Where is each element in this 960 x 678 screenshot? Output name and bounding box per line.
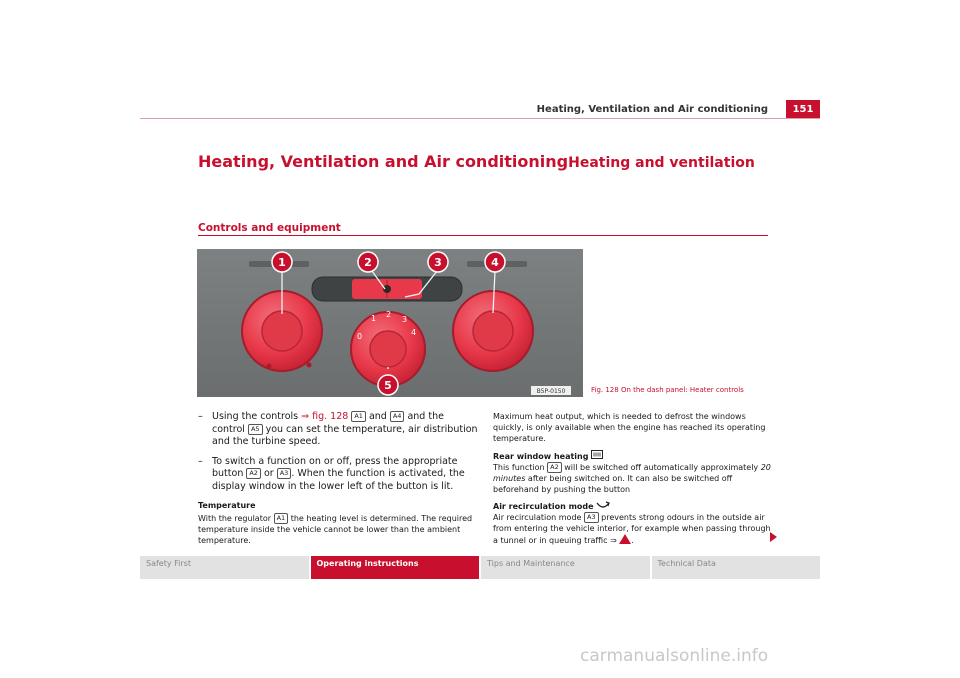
chapter-heading [198, 152, 755, 171]
right-column [493, 411, 773, 546]
control-badge: A1 [274, 513, 289, 524]
subsection-title: Controls and equipment [198, 222, 341, 234]
control-badge: A5 [248, 424, 263, 435]
callout-2-label: 2 [364, 256, 372, 269]
control-badge: A2 [246, 468, 261, 479]
subsection-rule [198, 235, 768, 236]
text: Using the controls [212, 411, 302, 422]
tab-operating-instructions[interactable]: Operating instructions [311, 556, 482, 579]
chapter-title: Heating, Ventilation and Air conditioning [198, 152, 569, 171]
temperature-heading: Temperature [198, 501, 256, 510]
section-title: Heating and ventilation [568, 155, 755, 171]
callout-4-label: 4 [491, 256, 499, 269]
dial-number-4: 4 [411, 328, 417, 337]
footer-nav [140, 556, 820, 579]
callout-5 [378, 375, 398, 395]
warning-icon[interactable] [619, 534, 631, 544]
recirculation-heading [493, 501, 773, 512]
tab-tips-and-maintenance[interactable]: Tips and Maintenance [481, 556, 652, 579]
text: you can set the temperature, air distribution and the turbine speed. [212, 423, 478, 447]
air-recirculation-icon [596, 501, 610, 509]
continue-arrow-icon [770, 532, 777, 542]
control-badge: A2 [547, 462, 562, 473]
instruction-1 [198, 411, 478, 449]
emphasis: 20 minutes [493, 463, 771, 483]
heat-output-text: Maximum heat output, which is needed to defrost the windows quickly, is only available when the engine has reached its operating temperature. [493, 412, 766, 443]
control-badge: A3 [277, 468, 292, 479]
running-title: Heating, Ventilation and Air conditioning [536, 104, 768, 115]
instruction-2 [198, 456, 478, 494]
text: the heating level is determined. The required temperature inside the vehicle cannot be lower than the ambient temperature. [198, 513, 473, 545]
dial-number-0: 0 [357, 332, 363, 341]
tab-safety-first[interactable]: Safety First [140, 556, 311, 579]
callout-2 [358, 252, 378, 272]
text: With the regulator [198, 513, 274, 523]
heater-controls-illustration [197, 249, 583, 397]
bullet-dash: – [198, 455, 203, 467]
control-badge: A1 [351, 411, 366, 422]
callout-3-label: 3 [434, 256, 442, 269]
header-rule [140, 118, 820, 119]
temperature-text [198, 513, 478, 546]
rear-window-heating-icon [591, 450, 603, 459]
heater-controls-figure [197, 249, 583, 397]
text: To switch a function on or off, press the appropriate button [212, 455, 458, 479]
page-number: 151 [786, 100, 820, 119]
callout-1 [272, 252, 292, 272]
tab-technical-data[interactable]: Technical Data [652, 556, 821, 579]
text: and the control [212, 411, 444, 435]
watermark: carmanualsonline.info [580, 646, 769, 666]
rear-window-text [493, 462, 773, 495]
control-badge: A3 [584, 512, 599, 523]
left-column [198, 411, 478, 546]
control-badge: A4 [390, 411, 405, 422]
text: . [631, 536, 634, 545]
figure-caption: Fig. 128 On the dash panel: Heater controls [591, 386, 744, 394]
bullet-dash: – [198, 411, 203, 422]
callout-3 [428, 252, 448, 272]
dial-number-3: 3 [402, 315, 408, 324]
reference-arrow: ⇒ [610, 536, 617, 545]
text: and [365, 411, 390, 422]
image-code: B5P-0150 [536, 388, 566, 395]
text: will be switched off automatically approximately [561, 463, 761, 472]
text: Air recirculation mode [493, 513, 584, 522]
text: prevents strong odours in the outside air from entering the vehicle interior, for example when passing through a tunnel or in queuing traffic [493, 513, 771, 545]
recirculation-text [493, 512, 773, 546]
text: Air recirculation mode [493, 502, 594, 511]
dial-number-2: 2 [386, 310, 392, 319]
text: or [260, 468, 277, 479]
fig-reference-link[interactable]: ⇒ fig. 128 [301, 411, 349, 422]
text: after being switched on. It can also be switched off beforehand by pushing the button [493, 474, 733, 494]
callout-4 [485, 252, 505, 272]
text: Rear window heating [493, 452, 589, 461]
text: This function [493, 463, 548, 472]
text: . When the function is activated, the display window in the lower left of the button is lit. [212, 468, 465, 492]
dial-number-1: 1 [371, 314, 377, 323]
callout-5-label: 5 [384, 379, 392, 392]
rear-window-heading [493, 450, 773, 462]
callout-1-label: 1 [278, 256, 286, 269]
